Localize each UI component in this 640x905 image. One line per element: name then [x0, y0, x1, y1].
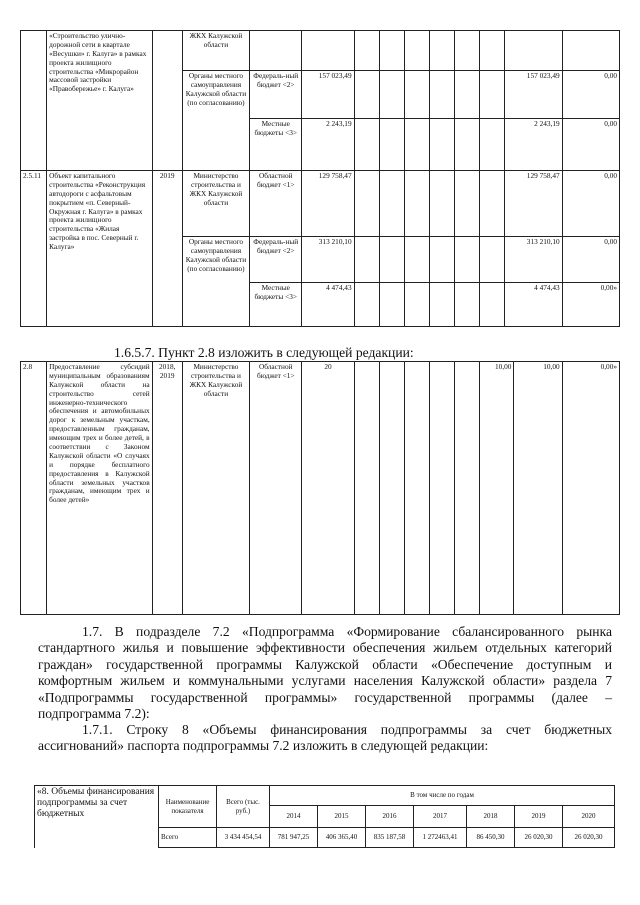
year-header: 2020	[563, 806, 615, 828]
value-2018: 10,00	[480, 362, 514, 615]
total-value: 157 023,49	[302, 71, 354, 119]
total-value: 129 758,47	[302, 171, 354, 237]
funding-source: Местные бюджеты <3>	[250, 119, 302, 171]
row-label: «8. Объемы финансирования подпрограммы за счет бюджетных	[35, 786, 159, 848]
row-total: 3 434 454,54	[217, 828, 270, 848]
year-value: 26 020,30	[563, 828, 615, 848]
value-2020: 0,00	[562, 71, 619, 119]
year-value: 781 947,25	[270, 828, 318, 848]
object-name: Предоставление субсидий муниципальным образованиям Калужской области на строительство сетей инженерно-технического обеспечения и автомобильных дорог к земельным участкам, предоставленным гражданам, имеющим трех и более детей, в соответствии с Законом Калужской области «О случаях и порядке бесплатного предоставления в Калужской области земельных участков гражданам, имеющим трех и более детей»	[47, 362, 153, 615]
col-indicator: Наименование показателя	[159, 786, 217, 828]
funding-source: Областной бюджет <1>	[250, 362, 302, 615]
col-years-header: В том числе по годам	[270, 786, 615, 806]
row-number: 2.5.11	[21, 171, 47, 327]
value-2019: 157 023,49	[505, 71, 562, 119]
total-value: 313 210,10	[302, 237, 354, 283]
funding-source: Федераль-ный бюджет <2>	[250, 71, 302, 119]
total-value	[302, 31, 354, 71]
total-value: 4 474,43	[302, 283, 354, 327]
object-name: «Строительство улично-дорожной сети в квартале «Весушки» г. Калуга» в рамках проекта жилищного строительства «Микрорайон массовой застройки «Правобережье» г. Калуга»	[47, 31, 153, 171]
year-value: 86 450,30	[467, 828, 515, 848]
value-2019: 10,00	[514, 362, 562, 615]
section-heading: 1.6.5.7. Пункт 2.8 изложить в следующей редакции:	[114, 345, 414, 360]
value-2020: 0,00	[562, 119, 619, 171]
funding-source: Местные бюджеты <3>	[250, 283, 302, 327]
value-2019: 2 243,19	[505, 119, 562, 171]
table-row	[21, 31, 620, 71]
value-2020: 0,00»	[562, 362, 619, 615]
year-header: 2014	[270, 806, 318, 828]
year-header: 2016	[366, 806, 414, 828]
year-value: 406 365,40	[318, 828, 366, 848]
value-2020: 0,00	[562, 171, 619, 237]
table-row	[35, 786, 615, 806]
executor: Министерство строительства и ЖКХ Калужской области	[182, 171, 249, 237]
funding-source: Областной бюджет <1>	[250, 171, 302, 237]
table-row	[21, 362, 620, 615]
object-year: 2019	[152, 171, 182, 327]
year-header: 2019	[515, 806, 563, 828]
object-year: 2018, 2019	[152, 362, 182, 615]
year-header: 2017	[414, 806, 467, 828]
value-2020	[562, 31, 619, 71]
executor: Министерство строительства и ЖКХ Калужской области	[182, 362, 249, 615]
year-header: 2018	[467, 806, 515, 828]
value-2020: 0,00	[562, 237, 619, 283]
value-2019: 129 758,47	[505, 171, 562, 237]
object-year	[152, 31, 182, 171]
object-name: Объект капитального строительства «Реконструкция автодороги с асфальтовым покрытием «п. Северный-Окружная г. Калуга» в рамках проекта жилищного строительства «Жилая застройка в пос. Северный г. Калуга»	[47, 171, 153, 327]
paragraph-1-7-1: 1.7.1. Строку 8 «Объемы финансирования подпрограммы за счет бюджетных ассигнований» паспорта подпрограммы 7.2 изложить в следующей редакции:	[38, 722, 612, 754]
year-value: 26 020,30	[515, 828, 563, 848]
funding-source: Федераль-ный бюджет <2>	[250, 237, 302, 283]
value-2019	[505, 31, 562, 71]
table-row	[21, 171, 620, 237]
row-number	[21, 31, 47, 171]
executor: Органы местного самоуправления Калужской области (по согласованию)	[182, 71, 249, 171]
year-value: 1 272463,41	[414, 828, 467, 848]
year-value: 835 187,58	[366, 828, 414, 848]
item-2-8-table	[20, 361, 620, 615]
col-total: Всего (тыс. руб.)	[217, 786, 270, 828]
financing-table	[34, 785, 615, 848]
executor: ЖКХ Калужской области	[182, 31, 249, 71]
continuation-table	[20, 30, 620, 327]
paragraph-1-7: 1.7. В подразделе 7.2 «Подпрограмма «Формирование сбалансированного рынка стандартного жилья и повышение эффективности обеспечения жильем отдельных категорий граждан» государственной программы Калужской области «Обеспечение доступным и комфортным жильем и коммунальными услугами населения Калужской области» раздела 7 «Подпрограммы государственной программы» государственной программы (далее – подпрограмма 7.2):	[38, 624, 612, 722]
row-number: 2.8	[21, 362, 47, 615]
value-2019: 313 210,10	[505, 237, 562, 283]
total-value: 20	[302, 362, 354, 615]
value-2019: 4 474,43	[505, 283, 562, 327]
funding-source	[250, 31, 302, 71]
executor: Органы местного самоуправления Калужской области (по согласованию)	[182, 237, 249, 327]
value-2020: 0,00»	[562, 283, 619, 327]
row-name: Всего	[159, 828, 217, 848]
total-value: 2 243,19	[302, 119, 354, 171]
year-header: 2015	[318, 806, 366, 828]
